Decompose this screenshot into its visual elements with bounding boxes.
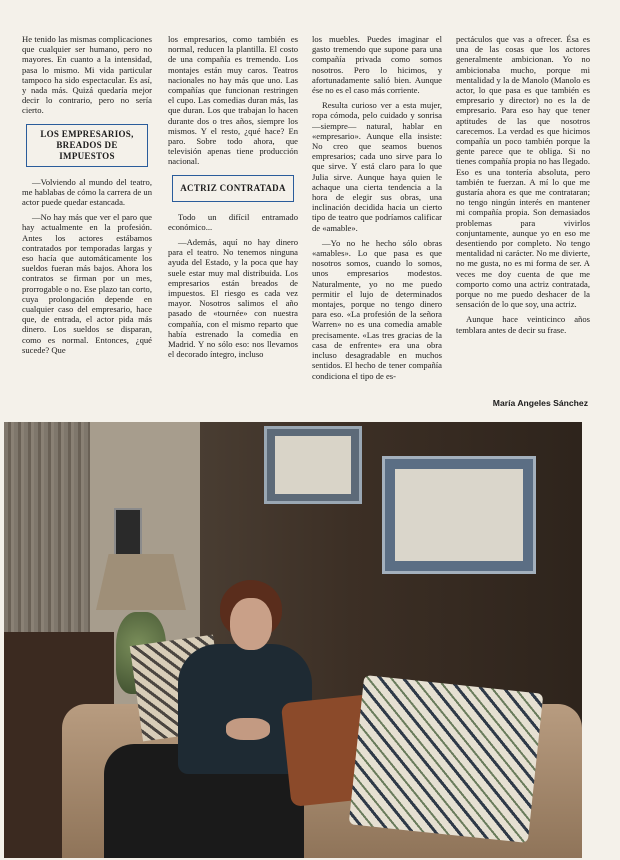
wall-painting-right bbox=[382, 456, 536, 574]
author-byline: María Angeles Sánchez bbox=[492, 398, 588, 408]
text-column-2 bbox=[168, 34, 298, 414]
paragraph: He tenido las mismas complicaciones que cualquier ser humano, pero no mayores. En cuanto a la intensidad, pasa lo mismo. Mi vida particular tampoco ha sido espectacular. Es así, y nada más. Quizá quedaría mejor decir lo contrario, pero no sería cierto. bbox=[22, 34, 152, 116]
woman-hands bbox=[226, 718, 270, 740]
paragraph: Todo un difícil entramado económico... bbox=[168, 211, 298, 232]
article-text bbox=[22, 34, 590, 414]
paragraph: Aunque hace veinticinco años temblara antes de decir su frase. bbox=[456, 314, 590, 335]
text-column-4 bbox=[456, 34, 590, 414]
paragraph: los muebles. Puedes imaginar el gasto tremendo que supone para una compañía privada como somos nosotros. Pero lo hicimos, y afortunadamente salió bien. Aunque ése no es el caso más corriente. bbox=[312, 34, 442, 96]
wall-painting-left bbox=[264, 426, 362, 504]
section-heading-empresarios: LOS EMPRESARIOS, BREADOS DE IMPUESTOS bbox=[26, 124, 148, 167]
section-heading-actriz: ACTRIZ CONTRATADA bbox=[172, 175, 294, 202]
paragraph: —No hay más que ver el paro que hay actualmente en la profesión. Antes los actores estábamos contratados por temporadas largas y eso hacía que automáticamente los sueldos fueran más bajos. Ahora los contratos se firman por un mes, prorrogable o no. Ese plazo tan corto, cuya prolongación depende en cualquier caso del empresario, hace que, de entrada, el actor pida más dinero. Los sueldos se disparan, como es normal. Entonces, ¿qué sucede? Que bbox=[22, 212, 152, 355]
small-picture-frame bbox=[114, 508, 142, 556]
interview-photo bbox=[4, 422, 582, 858]
paragraph: —Yo no he hecho sólo obras «amables». Lo que pasa es que nosotros somos, cuando lo somos, unos empresarios modestos. Naturalmente, yo no me puedo permitir el lujo de determinados montajes, porque no tengo dinero para eso. «La profesión de la señora Warren» no es una comedia amable precisamente. «Las tres gracias de la casa de enfrente» era una obra incluso desagradable en muchos sentidos. El hecho de tener compañía condiciona el tipo de es- bbox=[312, 237, 442, 381]
text-column-3 bbox=[312, 34, 442, 414]
paragraph: pectáculos que vas a ofrecer. Ésa es una de las cosas que los actores generalmente ambicionan. Yo no ambicionaba mucho, porque mi mentalidad y la de Manolo (Manolo es actor, lo que pasa es que también es empresario y director) no es la de empresario. Para eso hay que tener aptitudes de las que nosotros carecemos. La verdad es que hicimos compañía un poco también porque la gente parece que te obliga. Si no tienes compañía propia no has llegado. Eso es una tontería absoluta, pero también te fuerzan. A mí lo que me gustaría ahora es que me contrataran; no tengo ningún interés en mantener mi compañía propia. Son demasiados problemas para vivirlos conjuntamente, aunque yo en eso me desentiendo por completo. No tengo mentalidad ni carácter. No me divierte, no me gusta, no es mi forma de ser. A veces me doy cuenta de que me comporto como una actriz contratada, porque no me puedo deshacer de la sensación de lo que soy, una actriz. bbox=[456, 34, 590, 310]
patterned-cushion bbox=[349, 675, 544, 843]
woman-face bbox=[230, 598, 272, 650]
paragraph: los empresarios, como también es normal, reducen la plantilla. El costo de una compañía es tremendo. Los montajes están muy caros. Teatros nacionales no hay más que uno. Las compañías que funcionan restringen el cupo. Las comedias duran más, las que duran. Los que trabajan lo hacen durante dos o tres años, siempre los mismos. Y el resto, ¿qué hace? En paro. Sobre todo ahora, que televisión apenas tiene producción nacional. bbox=[168, 34, 298, 167]
lamp-shade bbox=[96, 554, 186, 610]
paragraph: —Además, aquí no hay dinero para el teatro. No tenemos ninguna ayuda del Estado, y la poca que hay suele estar muy mal distribuida. Los empresarios están breados de impuestos. El riesgo es cada vez mayor. Nosotros salimos el año pasado de «tournée» con nuestra compañía, con el mismo reparto que había estrenado la comedia en Madrid. Y no sólo eso: nos llevamos el decorado íntegro, incluso bbox=[168, 237, 298, 360]
paragraph: Resulta curioso ver a esta mujer, ropa cómoda, pelo cuidado y sonrisa —siempre— natural, hablar en «empresario». Aunque ella insiste: No creo que seamos buenos empresarios; cada uno sirve para lo que sirve. Y está claro para lo que Julia sirve. Aunque haya quien le achaque una cierta tendencia a la hora de elegir sus obras, una inclinación decidida hacia un cierto tipo de teatro que podríamos calificar de «amable». bbox=[312, 100, 442, 233]
text-column-1 bbox=[22, 34, 152, 414]
paragraph: —Volviendo al mundo del teatro, me hablabas de cómo la carrera de un actor puede quedar estancada. bbox=[22, 176, 152, 208]
